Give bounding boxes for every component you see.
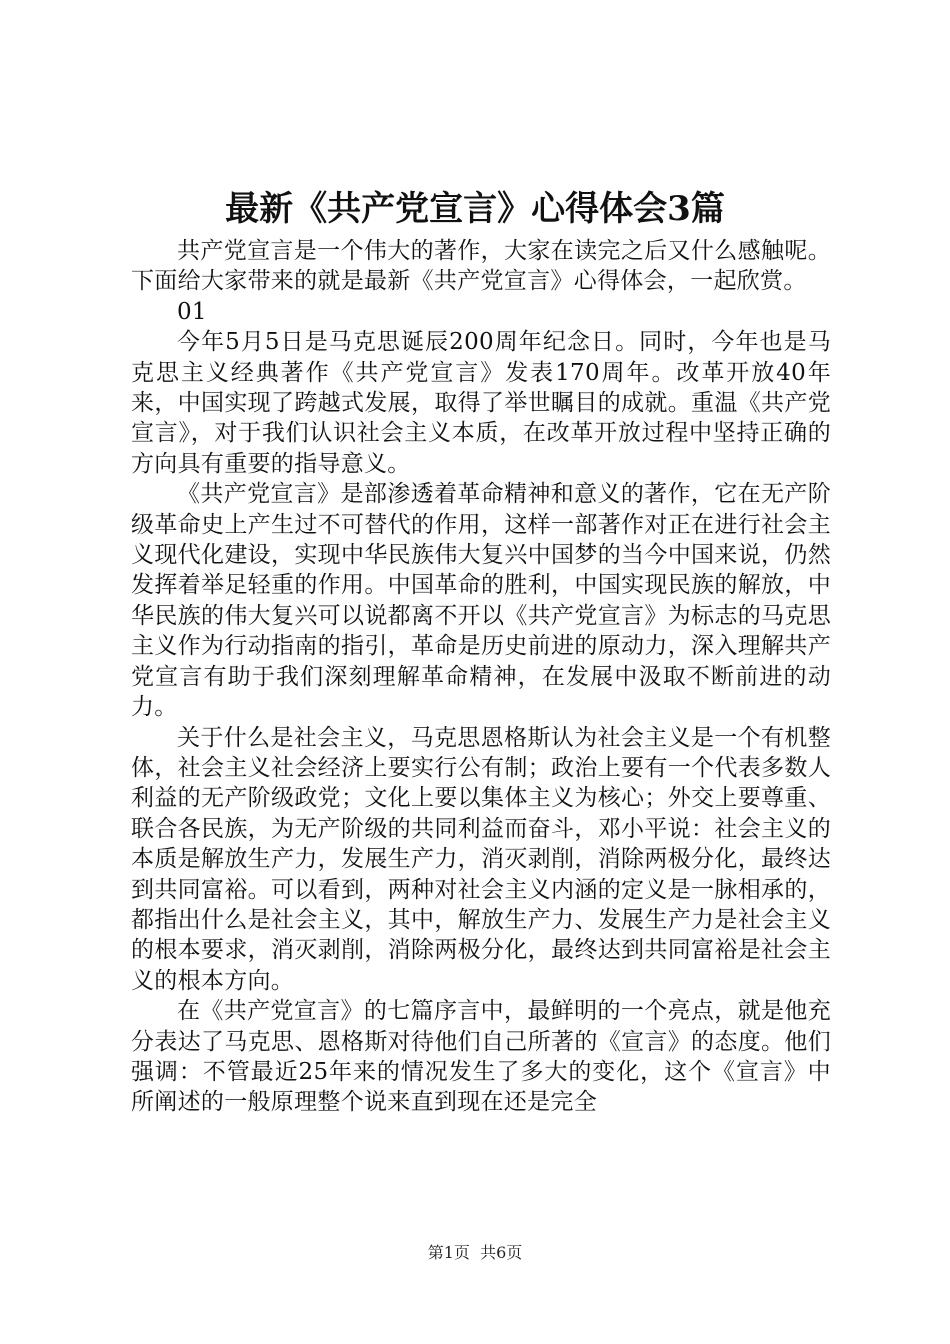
paragraph: 在《共产党宣言》的七篇序言中，最鲜明的一个亮点，就是他充分表达了马克思、恩格斯对待他们自己所著的《宣言》的态度。他们强调：不管最近25年来的情况发生了多大的变化，这个《宣言》中所阐述的一般原理整个说来直到现在还是完全 xyxy=(131,998,831,1116)
paragraph: 今年5月5日是马克思诞辰200周年纪念日。同时，今年也是马克思主义经典著作《共产党宣言》发表170周年。改革开放40年来，中国实现了跨越式发展，取得了举世瞩目的成就。重温《共产党宣言》，对于我们认识社会主义本质，在改革开放过程中坚持正确的方向具有重要的指导意义。 xyxy=(131,329,831,477)
section-number: 01 xyxy=(177,298,207,325)
page-number: 第1页 xyxy=(427,1243,470,1262)
page-footer xyxy=(0,1242,950,1264)
paragraph: 《共产党宣言》是部渗透着革命精神和意义的著作，它在无产阶级革命史上产生过不可替代的作用，这样一部著作对正在进行社会主义现代化建设，实现中华民族伟大复兴中国梦的当今中国来说，仍然发挥着举足轻重的作用。中国革命的胜利，中国实现民族的解放，中华民族的伟大复兴可以说都离不开以《共产党宣言》为标志的马克思主义作为行动指南的指引，革命是历史前进的原动力，深入理解共产党宣言有助于我们深刻理解革命精神，在发展中汲取不断前进的动力。 xyxy=(131,481,831,721)
document-body xyxy=(131,236,831,1118)
paragraph-intro: 共产党宣言是一个伟大的著作，大家在读完之后又什么感触呢。下面给大家带来的就是最新《共产党宣言》心得体会，一起欣赏。 xyxy=(131,238,831,295)
document-title: 最新《共产党宣言》心得体会3篇 xyxy=(225,189,725,229)
page-total: 共6页 xyxy=(480,1243,523,1262)
paragraph: 关于什么是社会主义，马克思恩格斯认为社会主义是一个有机整体，社会主义社会经济上要实行公有制；政治上要有一个代表多数人利益的无产阶级政党；文化上要以集体主义为核心；外交上要尊重、联合各民族，为无产阶级的共同利益而奋斗，邓小平说：社会主义的本质是解放生产力，发展生产力，消灭剥削，消除两极分化，最终达到共同富裕。可以看到，两种对社会主义内涵的定义是一脉相承的，都指出什么是社会主义，其中，解放生产力、发展生产力是社会主义的根本要求，消灭剥削，消除两极分化，最终达到共同富裕是社会主义的根本方向。 xyxy=(131,724,831,994)
